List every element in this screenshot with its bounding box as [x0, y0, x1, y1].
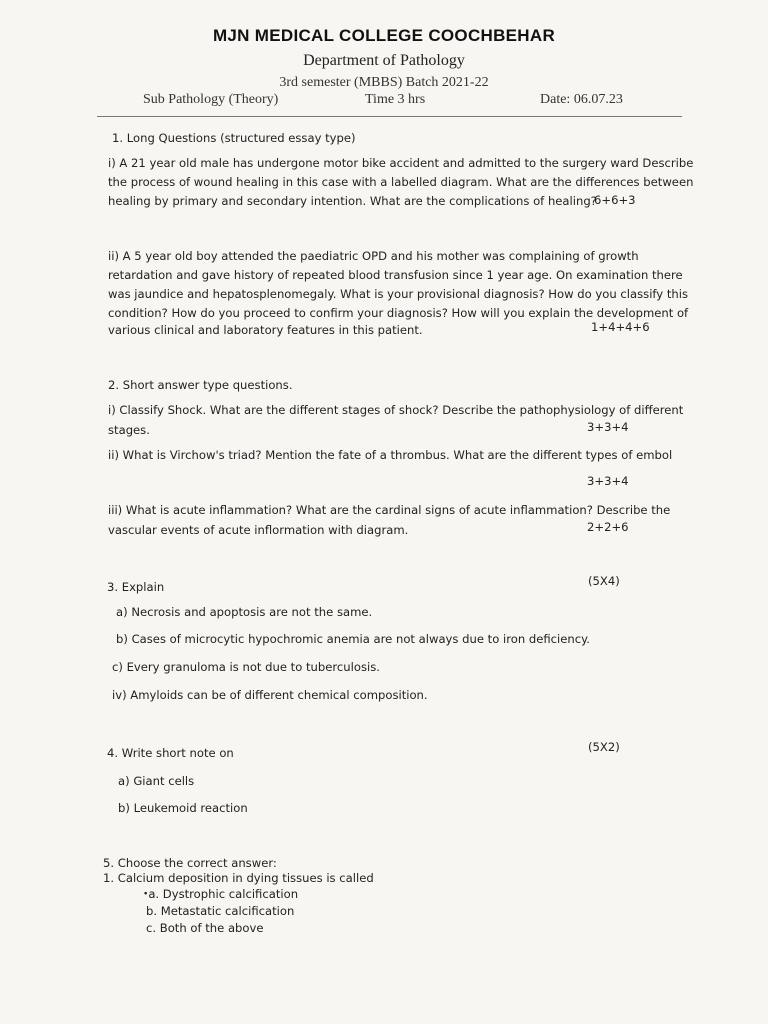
s3-item-a: a) Necrosis and apoptosis are not the same. — [116, 605, 373, 619]
subject-label: Sub Pathology (Theory) — [143, 92, 279, 107]
s2-q3-line2: vascular events of acute inflormation with diagram. — [108, 523, 409, 537]
s5-option-c: c. Both of the above — [146, 921, 264, 935]
college-name: MJN MEDICAL COLLEGE COOCHBEHAR — [212, 26, 556, 45]
s5-option-a: •a. Dystrophic calcification — [143, 887, 299, 901]
s1-q1-line3: healing by primary and secondary intention. What are the complications of healing? — [108, 194, 597, 208]
s2-q1-line2: stages. — [108, 423, 150, 437]
s5-option-b: b. Metastatic calcification — [146, 904, 295, 918]
s1-q1-line1: i) A 21 year old male has undergone motor bike accident and admitted to the surgery ward Describe — [108, 156, 694, 170]
batch-info: 3rd semester (MBBS) Batch 2021-22 — [279, 75, 489, 90]
s2-q3-line1: iii) What is acute inflammation? What are the cardinal signs of acute inflammation? Describe the — [108, 503, 671, 517]
s1-q2-line4: condition? How do you proceed to confirm your diagnosis? How will you explain the development of — [108, 306, 689, 320]
s1-q1-marks: 6+6+3 — [594, 193, 636, 207]
s1-q1-line2: the process of wound healing in this case with a labelled diagram. What are the differences between — [108, 175, 694, 189]
s3-item-iv: iv) Amyloids can be of different chemical composition. — [112, 688, 428, 702]
section3-title: 3. Explain — [107, 580, 165, 594]
s2-q3-marks: 2+2+6 — [587, 520, 629, 534]
department-name: Department of Pathology — [303, 52, 465, 69]
header-divider — [97, 116, 682, 117]
section5-title: 5. Choose the correct answer: — [103, 856, 277, 870]
s4-item-b: b) Leukemoid reaction — [118, 801, 248, 815]
s1-q2-marks: 1+4+4+6 — [591, 320, 650, 334]
s1-q2-line2: retardation and gave history of repeated blood transfusion since 1 year age. On examination there — [108, 268, 683, 282]
s3-item-c: c) Every granuloma is not due to tuberculosis. — [112, 660, 380, 674]
s1-q2-line1: ii) A 5 year old boy attended the paediatric OPD and his mother was complaining of growth — [108, 249, 639, 263]
s2-q1-marks: 3+3+4 — [587, 420, 629, 434]
s2-q2-line: ii) What is Virchow's triad? Mention the fate of a thrombus. What are the different types of embol — [108, 448, 673, 462]
s2-q2-marks: 3+3+4 — [587, 474, 629, 488]
s5-question: 1. Calcium deposition in dying tissues is called — [103, 871, 374, 885]
s2-q1-line1: i) Classify Shock. What are the different stages of shock? Describe the pathophysiology of different — [108, 403, 684, 417]
section4-title: 4. Write short note on — [107, 746, 234, 760]
s1-q2-line5: various clinical and laboratory features in this patient. — [108, 323, 423, 337]
section4-marks: (5X2) — [588, 740, 620, 754]
section2-title: 2. Short answer type questions. — [108, 378, 293, 392]
section3-marks: (5X4) — [588, 574, 620, 588]
s4-item-a: a) Giant cells — [118, 774, 195, 788]
s1-q2-line3: was jaundice and hepatosplenomegaly. What is your provisional diagnosis? How do you classify this — [108, 287, 688, 301]
section1-title: 1. Long Questions (structured essay type) — [112, 131, 356, 145]
time-label: Time 3 hrs — [365, 92, 426, 107]
date-label: Date: 06.07.23 — [540, 92, 623, 107]
s3-item-b: b) Cases of microcytic hypochromic anemia are not always due to iron deficiency. — [116, 632, 590, 646]
bullet-dot-icon: • — [143, 889, 149, 900]
